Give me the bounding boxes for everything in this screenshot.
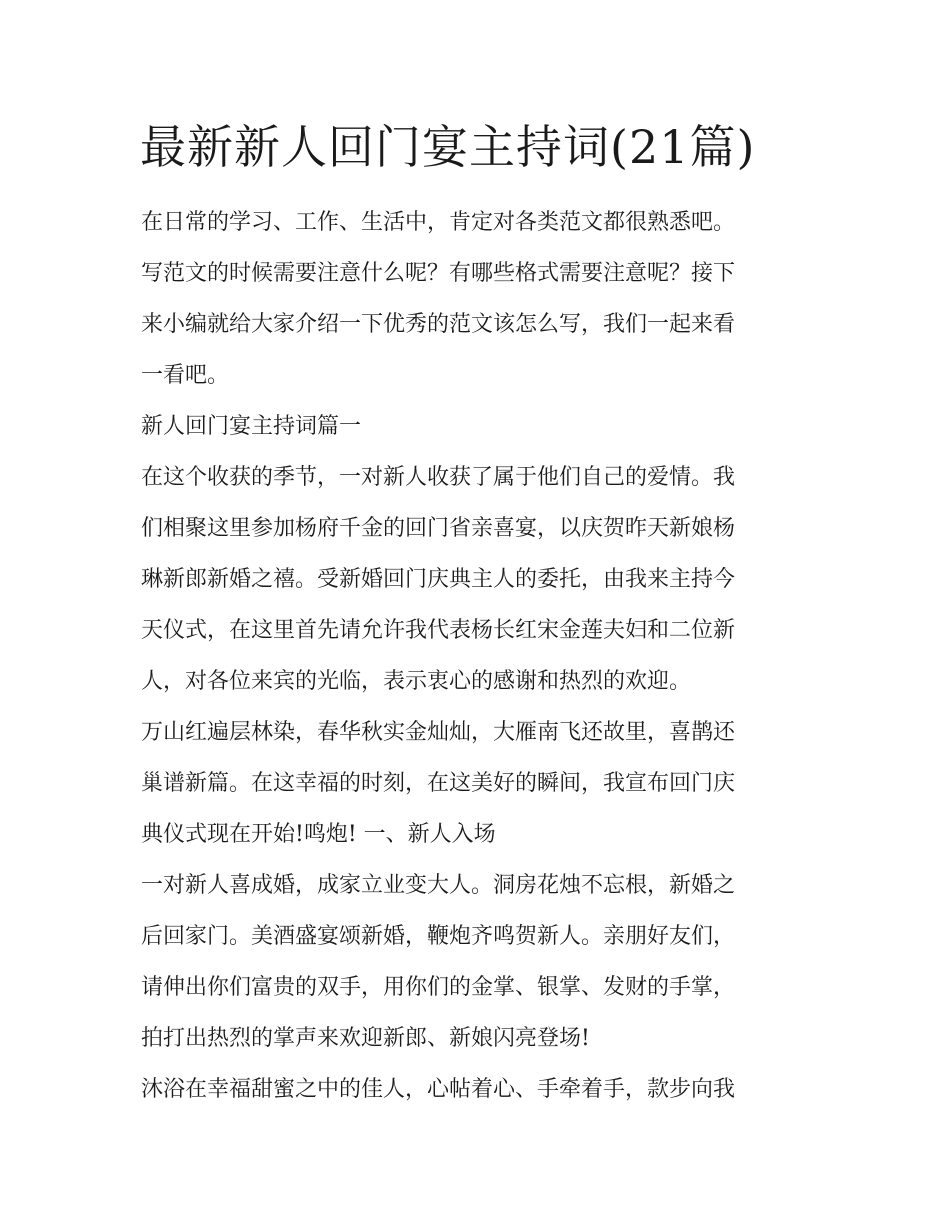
- body-line: 一看吧。: [141, 363, 230, 388]
- body-line: 拍打出热烈的掌声来欢迎新郎、新娘闪亮登场!: [141, 1026, 590, 1051]
- document-body: [141, 197, 811, 1115]
- body-line: 典仪式现在开始!鸣炮! 一、新人入场: [141, 822, 496, 847]
- body-line: 天仪式，在这里首先请允许我代表杨长红宋金莲夫妇和二位新: [141, 618, 736, 643]
- document-title: 最新新人回门宴主持词(21篇): [140, 120, 756, 174]
- section-heading: 新人回门宴主持词篇一: [141, 414, 362, 439]
- body-line: 沐浴在幸福甜蜜之中的佳人，心帖着心、手牵着手，款步向我: [141, 1077, 736, 1102]
- body-line: 们相聚这里参加杨府千金的回门省亲喜宴，以庆贺昨天新娘杨: [141, 516, 736, 541]
- body-line: 一对新人喜成婚，成家立业变大人。洞房花烛不忘根，新婚之: [141, 873, 736, 898]
- body-line: 在日常的学习、工作、生活中，肯定对各类范文都很熟悉吧。: [141, 210, 736, 235]
- body-line: 在这个收获的季节，一对新人收获了属于他们自己的爱情。我: [141, 465, 736, 490]
- body-line: 请伸出你们富贵的双手，用你们的金掌、银掌、发财的手掌，: [141, 975, 736, 1000]
- body-line: 后回家门。美酒盛宴颂新婚，鞭炮齐鸣贺新人。亲朋好友们，: [141, 924, 736, 949]
- body-line: 来小编就给大家介绍一下优秀的范文该怎么写，我们一起来看: [141, 312, 736, 337]
- body-line: 巢谱新篇。在这幸福的时刻，在这美好的瞬间，我宣布回门庆: [141, 771, 736, 796]
- body-line: 琳新郎新婚之禧。受新婚回门庆典主人的委托，由我来主持今: [141, 567, 736, 592]
- body-line: 写范文的时候需要注意什么呢？有哪些格式需要注意呢？接下: [141, 261, 736, 286]
- body-line: 人，对各位来宾的光临，表示衷心的感谢和热烈的欢迎。: [141, 669, 692, 694]
- body-line: 万山红遍层林染，春华秋实金灿灿，大雁南飞还故里，喜鹊还: [141, 720, 736, 745]
